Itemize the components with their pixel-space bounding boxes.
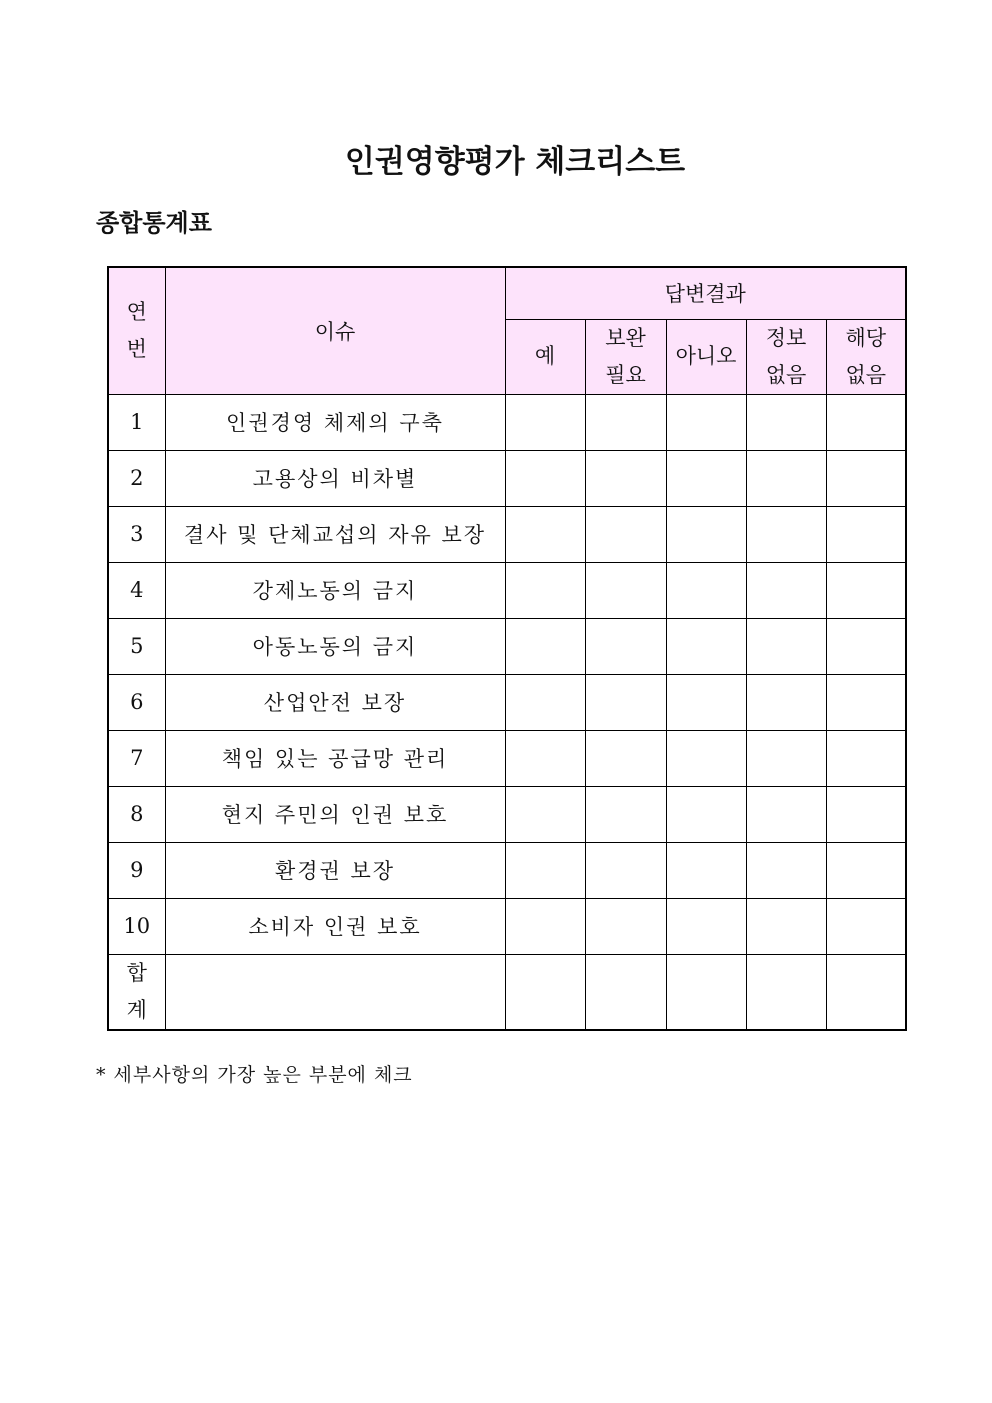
row-issue: 결사 및 단체교섭의 자유 보장 [165,506,505,562]
answer-cell[interactable] [505,394,585,450]
row-issue: 환경권 보장 [165,842,505,898]
table-row [108,562,906,618]
total-cell[interactable] [585,954,666,1030]
answer-cell[interactable] [826,898,906,954]
table-row [108,674,906,730]
header-answer-no: 아니오 [666,319,746,394]
answer-cell[interactable] [666,730,746,786]
answer-cell[interactable] [505,898,585,954]
row-number: 6 [108,674,165,730]
header-no: 연 번 [108,267,165,394]
answer-cell[interactable] [666,842,746,898]
answer-cell[interactable] [666,786,746,842]
row-issue: 산업안전 보장 [165,674,505,730]
total-issue-cell [165,954,505,1030]
header-answer-yes: 예 [505,319,585,394]
row-issue: 책임 있는 공급망 관리 [165,730,505,786]
section-title: 종합통계표 [96,208,212,237]
answer-cell[interactable] [746,394,826,450]
answer-cell[interactable] [826,450,906,506]
answer-cell[interactable] [826,562,906,618]
table-row [108,506,906,562]
header-answer-needs-improvement: 보완 필요 [585,319,666,394]
answer-cell[interactable] [505,450,585,506]
total-label: 합 계 [108,954,165,1030]
answer-cell[interactable] [746,786,826,842]
header-answer-no-info: 정보 없음 [746,319,826,394]
row-number: 1 [108,394,165,450]
answer-cell[interactable] [585,842,666,898]
row-number: 2 [108,450,165,506]
row-number: 9 [108,842,165,898]
checklist-table [107,266,907,1031]
row-number: 8 [108,786,165,842]
row-issue: 인권경영 체제의 구축 [165,394,505,450]
answer-cell[interactable] [666,450,746,506]
answer-cell[interactable] [666,506,746,562]
answer-cell[interactable] [666,394,746,450]
row-number: 10 [108,898,165,954]
header-result: 답변결과 [505,267,906,319]
answer-cell[interactable] [746,898,826,954]
answer-cell[interactable] [585,674,666,730]
answer-cell[interactable] [585,506,666,562]
row-issue: 소비자 인권 보호 [165,898,505,954]
total-cell[interactable] [746,954,826,1030]
page-title: 인권영향평가 체크리스트 [344,144,686,180]
answer-cell[interactable] [505,674,585,730]
answer-cell[interactable] [826,730,906,786]
answer-cell[interactable] [505,730,585,786]
table-row [108,450,906,506]
answer-cell[interactable] [505,562,585,618]
answer-cell[interactable] [826,618,906,674]
answer-cell[interactable] [826,506,906,562]
row-issue: 강제노동의 금지 [165,562,505,618]
answer-cell[interactable] [746,730,826,786]
table-row [108,394,906,450]
total-cell[interactable] [826,954,906,1030]
answer-cell[interactable] [505,786,585,842]
answer-cell[interactable] [826,394,906,450]
answer-cell[interactable] [585,450,666,506]
row-number: 7 [108,730,165,786]
answer-cell[interactable] [666,898,746,954]
answer-cell[interactable] [666,562,746,618]
row-number: 4 [108,562,165,618]
answer-cell[interactable] [505,506,585,562]
table-row [108,618,906,674]
answer-cell[interactable] [585,786,666,842]
table-row [108,730,906,786]
header-issue: 이슈 [165,267,505,394]
answer-cell[interactable] [826,674,906,730]
row-issue: 아동노동의 금지 [165,618,505,674]
table-row [108,786,906,842]
answer-cell[interactable] [585,562,666,618]
row-number: 5 [108,618,165,674]
table-row [108,842,906,898]
answer-cell[interactable] [826,842,906,898]
answer-cell[interactable] [585,618,666,674]
answer-cell[interactable] [746,842,826,898]
answer-cell[interactable] [746,618,826,674]
row-issue: 현지 주민의 인권 보호 [165,786,505,842]
answer-cell[interactable] [585,394,666,450]
answer-cell[interactable] [666,674,746,730]
total-cell[interactable] [666,954,746,1030]
footnote: * 세부사항의 가장 높은 부분에 체크 [96,1064,413,1086]
answer-cell[interactable] [505,618,585,674]
answer-cell[interactable] [746,674,826,730]
answer-cell[interactable] [746,506,826,562]
table-row [108,898,906,954]
total-cell[interactable] [505,954,585,1030]
row-number: 3 [108,506,165,562]
answer-cell[interactable] [666,618,746,674]
answer-cell[interactable] [505,842,585,898]
answer-cell[interactable] [585,898,666,954]
answer-cell[interactable] [746,562,826,618]
answer-cell[interactable] [746,450,826,506]
answer-cell[interactable] [826,786,906,842]
header-answer-not-applicable: 해당 없음 [826,319,906,394]
row-issue: 고용상의 비차별 [165,450,505,506]
total-row [108,954,906,1030]
answer-cell[interactable] [585,730,666,786]
